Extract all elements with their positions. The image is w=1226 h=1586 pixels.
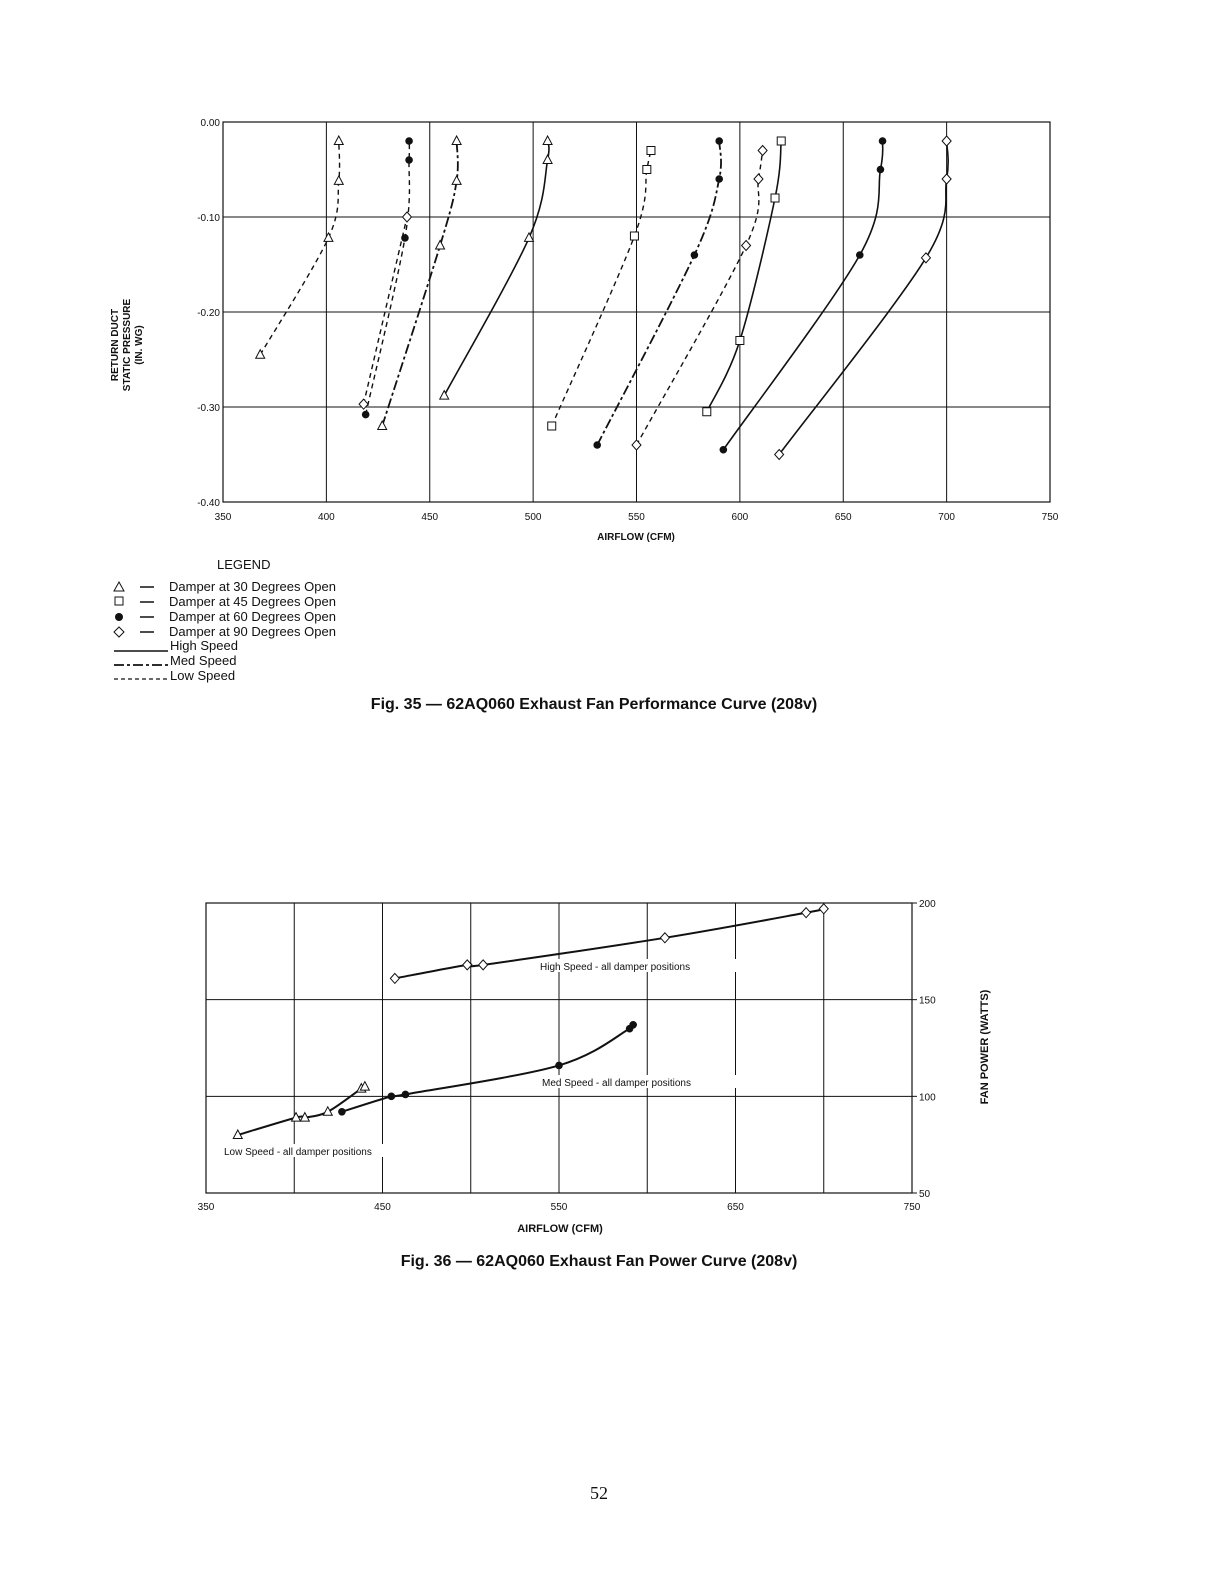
circle-marker-point-2 [877,166,885,174]
diamond-marker-point-5 [819,904,828,914]
diamond-marker-icon [114,627,124,637]
triangle-marker-point-2 [452,176,461,185]
square-marker-point-3 [777,137,785,145]
fig36-x-axis-label: AIRFLOW (CFM) [517,1223,603,1235]
triangle-marker-point-0 [256,350,265,359]
fig35-x-tick-label: 700 [938,512,955,523]
fig35-series-line [597,141,721,445]
diamond-marker-point-2 [942,174,951,184]
circle-marker-point-3 [715,137,723,145]
legend-item-med-speed [114,653,237,668]
legend-label: Damper at 30 Degrees Open [169,579,336,594]
triangle-marker-point-3 [334,136,343,145]
fig35-series-high-diamond [775,136,951,460]
triangle-marker-point-3 [543,136,552,145]
circle-marker-point-3 [405,137,413,145]
triangle-marker-point-1 [324,233,333,242]
diamond-marker-point-2 [479,960,488,970]
diamond-marker-point-3 [942,136,951,146]
triangle-marker-point-2 [334,176,343,185]
square-marker-point-0 [703,408,711,416]
circle-marker-point-2 [405,156,413,164]
legend-label: Damper at 60 Degrees Open [169,609,336,624]
fig35-series-med-circle [593,137,723,449]
fig36-caption: Fig. 36 — 62AQ060 Exhaust Fan Power Curve (208v) [400,1253,798,1270]
circle-marker-point-1 [388,1093,396,1101]
legend-label: High Speed [170,638,238,653]
fig35-y-tick-label: -0.40 [197,498,220,509]
legend-title: LEGEND [217,557,271,572]
fig35-series-low-triangle [256,136,344,358]
fig36-power-chart [198,899,991,1270]
square-marker-icon [115,597,123,605]
fig35-series-line [364,217,407,404]
fig36-series-line [342,1024,636,1111]
circle-marker-point-0 [362,411,370,419]
legend-label: Damper at 90 Degrees Open [169,624,336,639]
fig35-x-tick-label: 400 [318,512,335,523]
fig35-series-high-circle [720,137,887,453]
fig36-tick-labels [198,899,936,1213]
diamond-marker-point-3 [660,933,669,943]
fig36-x-tick-label: 450 [374,1202,391,1213]
legend-item-90-degrees [114,624,336,639]
fig36-y-tick-label: 200 [919,899,936,910]
square-marker-point-2 [771,194,779,202]
legend-item-low-speed [114,668,235,683]
fig35-y-tick-label: 0.00 [200,118,220,129]
fig36-y-tick-label: 50 [919,1189,931,1200]
fig36-x-tick-label: 350 [197,1202,215,1213]
fig35-y-axis-label [110,298,145,391]
square-marker-point-0 [548,422,556,430]
fig36-x-tick-label: 750 [903,1202,921,1213]
fig35-series-line [366,141,410,415]
fig35-y-tick-label: -0.30 [197,403,220,414]
diamond-marker-point-0 [359,399,368,409]
fig35-series-high-square [703,137,785,416]
circle-marker-point-1 [691,251,699,259]
circle-marker-point-0 [593,441,601,449]
fig35-series-low-diamond [632,146,767,451]
fig35-series-low-diamond [359,212,411,409]
fig35-series-low-square [548,147,655,431]
triangle-marker-point-1 [524,233,533,242]
circle-marker-point-3 [879,137,887,145]
annotation-med-speed: Med Speed - all damper positions [542,1078,691,1089]
legend-item-60-degrees [115,609,336,624]
diamond-marker-point-4 [802,908,811,918]
legend-label: Low Speed [170,668,236,683]
fig35-performance-chart [110,118,1059,713]
circle-marker-point-1 [856,251,864,259]
triangle-marker-icon [114,582,124,591]
triangle-marker-point-3 [452,136,461,145]
diamond-marker-point-1 [403,212,412,222]
fig35-legend [114,557,336,683]
circle-marker-point-2 [402,1091,410,1099]
fig35-y-axis-label-line2: STATIC PRESSURE [122,298,133,392]
fig35-series [256,136,951,460]
diamond-marker-point-2 [754,174,763,184]
diamond-marker-point-3 [758,146,767,156]
triangle-marker-point-1 [436,241,445,250]
fig35-x-axis-label: AIRFLOW (CFM) [597,532,675,543]
fig36-y-axis-label: FAN POWER (WATTS) [979,989,991,1105]
legend-label: Damper at 45 Degrees Open [169,594,336,609]
fig36-x-tick-label: 550 [550,1202,568,1213]
fig36-series [233,904,828,1139]
circle-marker-point-0 [720,446,728,454]
fig35-y-axis-label-line1: RETURN DUCT [110,308,121,382]
circle-marker-point-5 [629,1021,637,1029]
diamond-marker-point-1 [742,241,751,251]
fig36-y-tick-label: 150 [919,995,936,1007]
diamond-marker-point-0 [632,440,641,450]
square-marker-point-1 [630,232,638,240]
fig35-x-tick-label: 750 [1041,512,1059,523]
annotation-low-speed: Low Speed - all damper positions [224,1147,372,1158]
square-marker-point-2 [643,166,651,174]
fig35-series-line [637,151,763,446]
fig35-x-tick-label: 350 [214,512,232,523]
fig35-y-axis-label-line3: (IN. WG) [134,325,145,365]
page-number: 52 [590,1483,608,1503]
fig36-x-tick-label: 650 [727,1202,744,1213]
circle-marker-icon [115,613,123,621]
fig35-series-line [260,141,339,355]
circle-marker-point-2 [715,175,723,183]
fig36-y-tick-label: 100 [919,1092,936,1104]
legend-item-45-degrees [115,594,336,609]
triangle-marker-point-0 [440,391,449,400]
square-marker-point-3 [647,147,655,155]
fig35-series-line [723,141,882,450]
diamond-marker-point-1 [921,253,930,263]
triangle-marker-point-2 [543,155,552,164]
fig35-x-tick-label: 600 [731,512,749,523]
triangle-marker-point-0 [378,421,387,430]
fig35-x-tick-label: 500 [524,512,542,523]
fig35-y-tick-label: -0.10 [197,213,220,224]
fig35-series-line [382,141,458,426]
square-marker-point-1 [736,337,744,345]
fig35-y-tick-label: -0.20 [197,308,220,319]
fig35-x-tick-label: 450 [421,512,439,523]
legend-label: Med Speed [170,653,237,668]
circle-marker-point-0 [338,1108,346,1116]
fig35-caption: Fig. 35 — 62AQ060 Exhaust Fan Performance Curve (208v) [370,696,818,713]
fig35-x-tick-label: 550 [628,512,645,523]
annotation-high-speed: High Speed - all damper positions [540,962,691,973]
legend-item-high-speed [114,638,238,653]
fig35-x-tick-label: 650 [834,512,852,523]
circle-marker-point-3 [555,1062,563,1070]
legend-item-30-degrees [114,579,336,594]
fig35-series-med-triangle [378,136,461,430]
diamond-marker-point-0 [390,973,399,983]
